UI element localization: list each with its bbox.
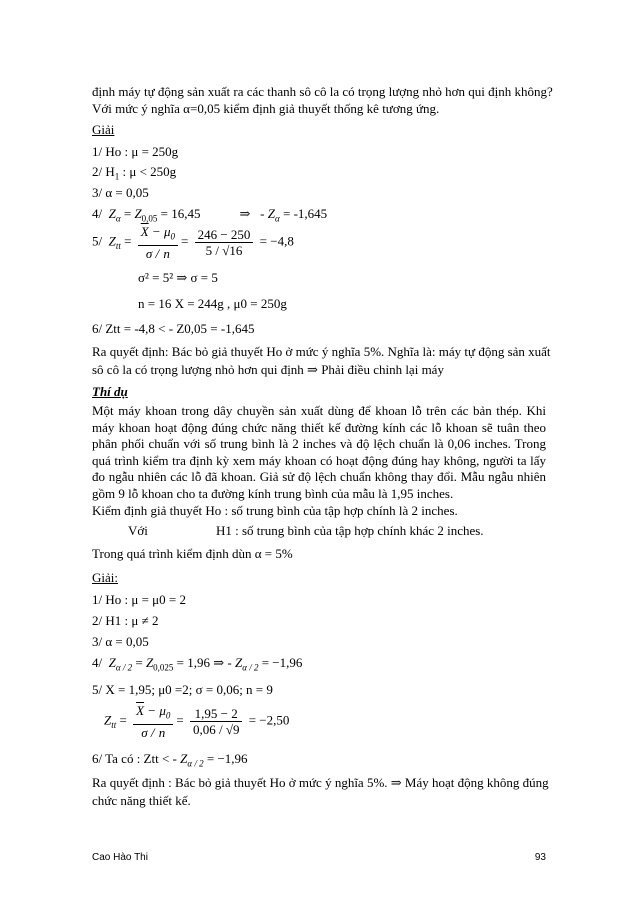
- fraction-formula: $\frac{\overline{X} - \mu_0}{\sigma / n}$: [138, 224, 178, 261]
- solution-heading-2: Giải:: [92, 570, 118, 585]
- intro-line-1: định máy tự động sản xuất ra các thanh sô cô la có trọng lượng nhỏ hơn qui định không?: [92, 84, 553, 99]
- step-5: 5/ $Z_{tt}$ = $\frac{\overline{X} - \mu_0}{\sigma / n}$ = $\frac{246 - 250}{5 / √16}$ = −4,8: [92, 224, 294, 261]
- solution-heading-1: Giải: [92, 122, 115, 137]
- example-heading: Thí dụ: [92, 384, 128, 399]
- footer-author: Cao Hào Thi: [92, 852, 148, 863]
- fraction-values-2: $\frac{1,95 - 2}{0,06 / √9}$: [190, 706, 243, 737]
- intro-line-2: Với mức ý nghĩa α=0,05 kiểm định giả thuyết thống kê tương ứng.: [92, 101, 440, 116]
- step-6: 6/ Ztt = -4,8 < - Z0,05 = -1,645: [92, 321, 255, 336]
- step-3: 3/ α = 0,05: [92, 185, 149, 200]
- step-5-sigma: σ² = 5² ⇒ σ = 5: [138, 270, 218, 285]
- hypothesis-h0: Kiểm định giả thuyết Ho : số trung bình của tập hợp chính là 2 inches.: [92, 503, 458, 518]
- footer-page-number: 93: [534, 852, 546, 863]
- step2-5-formula: $Z_{tt}$ = $\frac{\overline{X} - \mu_0}{\sigma / n}$ = $\frac{1,95 - 2}{0,06 / √9}$ = −2,50: [104, 703, 290, 740]
- fraction-formula-2: $\frac{\overline{X} - \mu_0}{\sigma / n}$: [133, 703, 173, 740]
- decision-1-line-1: Ra quyết định: Bác bỏ giả thuyết Ho ở mức ý nghĩa 5%. Nghĩa là: máy tự động sản xuất: [92, 344, 551, 359]
- decision-2-line-1: Ra quyết định : Bác bỏ giả thuyết Ho ở mức ý nghĩa 5%. ⇒ Máy hoạt động không đúng: [92, 775, 549, 790]
- step2-5: 5/ X = 1,95; μ0 =2; σ = 0,06; n = 9: [92, 682, 273, 697]
- step2-2: 2/ H1 : μ ≠ 2: [92, 613, 159, 628]
- decision-2-line-2: chức năng thiết kế.: [92, 793, 191, 808]
- step-5-sample: n = 16 X = 244g , μ0 = 250g: [138, 296, 287, 311]
- step2-6: 6/ Ta có : Ztt < - $Z_{\alpha / 2} = -1,96$: [92, 751, 248, 769]
- example-paragraph: Một máy khoan trong dây chuyền sản xuất dùng để khoan lỗ trên các bản thép. Khi máy khoan hoạt động đúng chức năng thiết kế đường kính các lỗ khoan sẽ tuân theo phân phối chuẩn với số trung bình là 2 inches và độ lệch chuẩn là 0,06 inches. Trong quá trình kiểm tra định kỳ xem máy khoan có hoạt động đúng hay không, người ta lấy đo ngẫu nhiên các lỗ đã khoan. Giả sử độ lệch chuẩn không thay đổi. Mẫu ngẫu nhiên gồm 9 lỗ khoan cho ta đường kính trung bình của mẫu là 1,95 inches.: [92, 403, 546, 501]
- significance-level: Trong quá trình kiểm định dùn α = 5%: [92, 546, 293, 561]
- decision-1-line-2: sô cô la có trọng lượng nhỏ hơn qui định ⇒ Phải điều chỉnh lại máy: [92, 362, 444, 377]
- step-2: 2/ $H_1$ : μ < 250g: [92, 164, 177, 182]
- step2-1: 1/ Ho : μ = μ0 = 2: [92, 592, 186, 607]
- step2-3: 3/ α = 0,05: [92, 634, 149, 649]
- fraction-values: $\frac{246 - 250}{5 / √16}$: [195, 227, 254, 258]
- step-4: 4/ $Z_\alpha = Z_{0,05} = 16,45$ ⇒ - $Z_\alpha = -1,645$: [92, 206, 328, 224]
- step-1: 1/ Ho : μ = 250g: [92, 144, 179, 159]
- hypothesis-h1: H1 : số trung bình của tập hợp chính khác 2 inches.: [216, 523, 484, 538]
- hypothesis-with: Với: [128, 523, 148, 538]
- step2-4: 4/ $Z_{\alpha / 2} = Z_{0,025} = 1,96$ ⇒ - $Z_{\alpha / 2} = -1,96$: [92, 655, 303, 673]
